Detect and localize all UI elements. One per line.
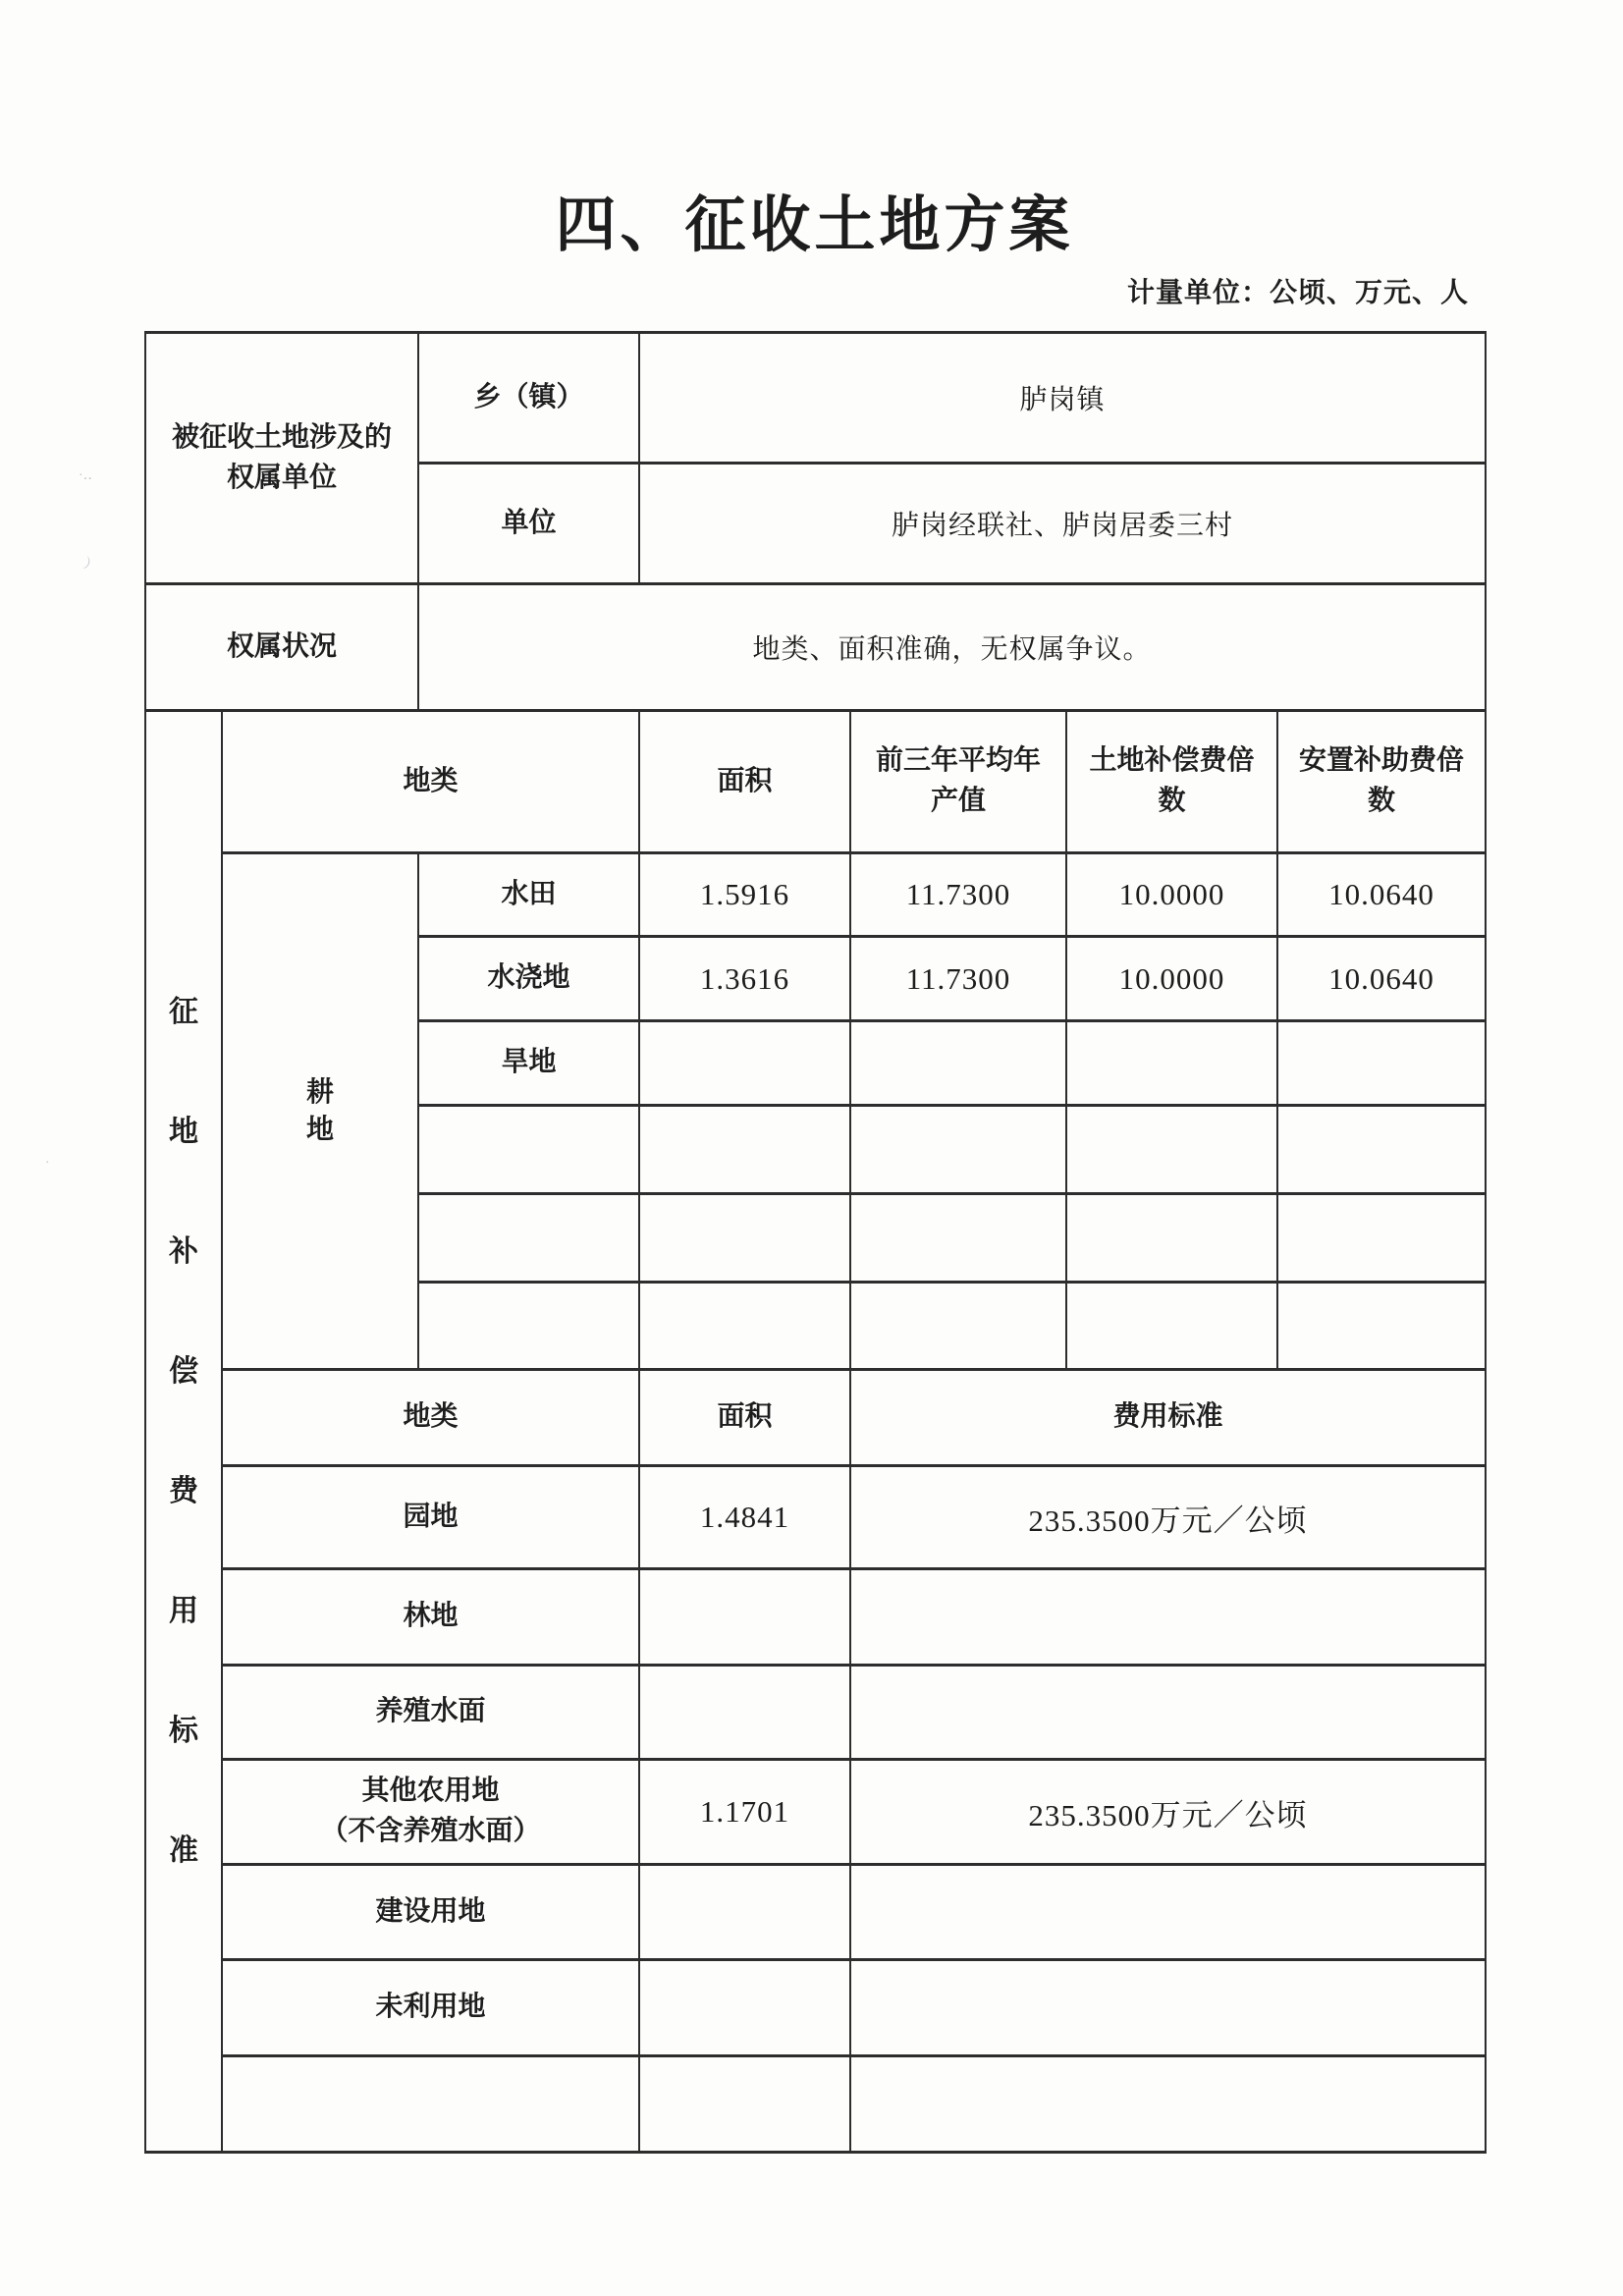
comp-multiple-cell: 10.0000 (1066, 937, 1277, 1021)
col-header-avg-output-line2: 产值 (931, 786, 987, 816)
fee-land-type-cell (222, 1960, 639, 2056)
township-label: 乡（镇） (418, 333, 639, 464)
scan-artifact: · (45, 1156, 50, 1171)
table-row (145, 1466, 1486, 1569)
area-cell: 1.5916 (639, 853, 850, 937)
table-header-row (145, 711, 1486, 853)
output-cell (850, 1106, 1066, 1194)
ownership-units-label (145, 333, 418, 584)
fee-col-header-land-type: 地类 (222, 1370, 639, 1466)
table-row (145, 1666, 1486, 1760)
table-row (145, 584, 1486, 711)
resettle-multiple-cell: 10.0640 (1277, 853, 1486, 937)
side-label-char: 偿 (169, 1354, 198, 1388)
col-header-area: 面积 (639, 711, 850, 853)
table-row (145, 1865, 1486, 1960)
fee-land-type-text: 其他农用地 (361, 1776, 500, 1807)
col-header-land-comp-line1: 土地补偿费倍 (1089, 745, 1255, 777)
area-cell: 1.3616 (639, 937, 850, 1021)
fee-area-cell (639, 1666, 850, 1760)
col-header-resettle-multiple (1277, 711, 1486, 853)
table-row (145, 1569, 1486, 1666)
output-cell: 11.7300 (850, 937, 1066, 1021)
output-cell (850, 1194, 1066, 1283)
ownership-status-label: 权属状况 (145, 584, 418, 711)
comp-multiple-cell (1066, 1021, 1277, 1106)
group-label-char: 耕 (306, 1076, 335, 1108)
resettle-multiple-cell (1277, 1106, 1486, 1194)
output-cell: 11.7300 (850, 853, 1066, 937)
fee-standard-cell (850, 2056, 1486, 2153)
land-type-cell: 旱地 (418, 1021, 639, 1106)
side-label-char: 准 (169, 1833, 198, 1867)
fee-area-cell (639, 1865, 850, 1960)
col-header-resettle-line2: 数 (1368, 786, 1396, 816)
fee-area-cell: 1.4841 (639, 1466, 850, 1569)
land-type-cell (418, 1283, 639, 1370)
fee-land-type-cell (222, 1760, 639, 1865)
comp-multiple-cell (1066, 1283, 1277, 1370)
fee-standard-cell (850, 1666, 1486, 1760)
fee-land-type-cell (222, 1569, 639, 1666)
fee-land-type-note: （不含养殖水面） (320, 1816, 541, 1846)
ownership-units-label-line2: 权属单位 (227, 462, 338, 493)
fee-standard-cell: 235.3500万元／公顷 (850, 1760, 1486, 1865)
scan-artifact: ·‥ (79, 468, 92, 483)
fee-area-cell (639, 1960, 850, 2056)
fee-land-type-cell (222, 1865, 639, 1960)
unit-label: 单位 (418, 464, 639, 584)
table-row (145, 1960, 1486, 2056)
comp-multiple-cell (1066, 1106, 1277, 1194)
side-label-char: 用 (169, 1594, 198, 1627)
fee-land-type-cell (222, 2056, 639, 2153)
fee-col-header-standard: 费用标准 (850, 1370, 1486, 1466)
side-label-char: 费 (169, 1474, 198, 1507)
ownership-status-value: 地类、面积准确，无权属争议。 (418, 584, 1486, 711)
table-row (145, 2056, 1486, 2153)
area-cell (639, 1021, 850, 1106)
fee-standard-cell (850, 1960, 1486, 2056)
scan-artifact: ） (81, 557, 100, 575)
fee-land-type-text: 建设用地 (375, 1895, 486, 1927)
page-title: 四、征收土地方案 (555, 192, 1074, 259)
fee-land-type-text: 未利用地 (375, 1992, 486, 2023)
ownership-units-label-line1: 被征收土地涉及的 (172, 421, 393, 453)
fee-area-cell (639, 1569, 850, 1666)
side-label-char: 标 (169, 1714, 198, 1747)
fee-col-header-area: 面积 (639, 1370, 850, 1466)
measurement-unit-note: 计量单位：公顷、万元、人 (1126, 278, 1469, 308)
output-cell (850, 1021, 1066, 1106)
resettle-multiple-cell: 10.0640 (1277, 937, 1486, 1021)
fee-land-type-text: 养殖水面 (375, 1696, 486, 1727)
col-header-land-type: 地类 (222, 711, 639, 853)
col-header-land-comp-line2: 数 (1158, 786, 1186, 816)
fee-standard-cell (850, 1865, 1486, 1960)
fee-standard-cell: 235.3500万元／公顷 (850, 1466, 1486, 1569)
side-label-char: 地 (169, 1115, 198, 1148)
land-type-cell: 水田 (418, 853, 639, 937)
side-label-char: 补 (169, 1234, 198, 1268)
table-row (145, 1760, 1486, 1865)
fee-land-type-cell (222, 1666, 639, 1760)
table-row (145, 853, 1486, 937)
land-type-cell (418, 1194, 639, 1283)
area-cell (639, 1283, 850, 1370)
comp-multiple-cell (1066, 1194, 1277, 1283)
group-label-char: 地 (306, 1114, 335, 1145)
fee-land-type-text: 园地 (403, 1501, 459, 1532)
cultivated-land-group-label (222, 853, 418, 1370)
fee-area-cell: 1.1701 (639, 1760, 850, 1865)
col-header-land-comp-multiple (1066, 711, 1277, 853)
fee-standard-cell (850, 1569, 1486, 1666)
table-row (145, 333, 1486, 464)
compensation-standard-side-label (145, 711, 222, 2153)
comp-multiple-cell: 10.0000 (1066, 853, 1277, 937)
col-header-resettle-line1: 安置补助费倍 (1299, 745, 1465, 777)
col-header-avg-output (850, 711, 1066, 853)
area-cell (639, 1106, 850, 1194)
col-header-avg-output-line1: 前三年平均年 (876, 745, 1042, 777)
fee-land-type-cell (222, 1466, 639, 1569)
side-label-char: 征 (169, 995, 198, 1028)
township-value: 胪岗镇 (639, 333, 1486, 464)
resettle-multiple-cell (1277, 1021, 1486, 1106)
fee-area-cell (639, 2056, 850, 2153)
land-type-cell: 水浇地 (418, 937, 639, 1021)
resettle-multiple-cell (1277, 1194, 1486, 1283)
fee-land-type-text: 林地 (403, 1601, 459, 1632)
unit-value: 胪岗经联社、胪岗居委三村 (639, 464, 1486, 584)
output-cell (850, 1283, 1066, 1370)
resettle-multiple-cell (1277, 1283, 1486, 1370)
land-type-cell (418, 1106, 639, 1194)
table-header-row (145, 1370, 1486, 1466)
land-acquisition-table (144, 331, 1487, 2154)
area-cell (639, 1194, 850, 1283)
